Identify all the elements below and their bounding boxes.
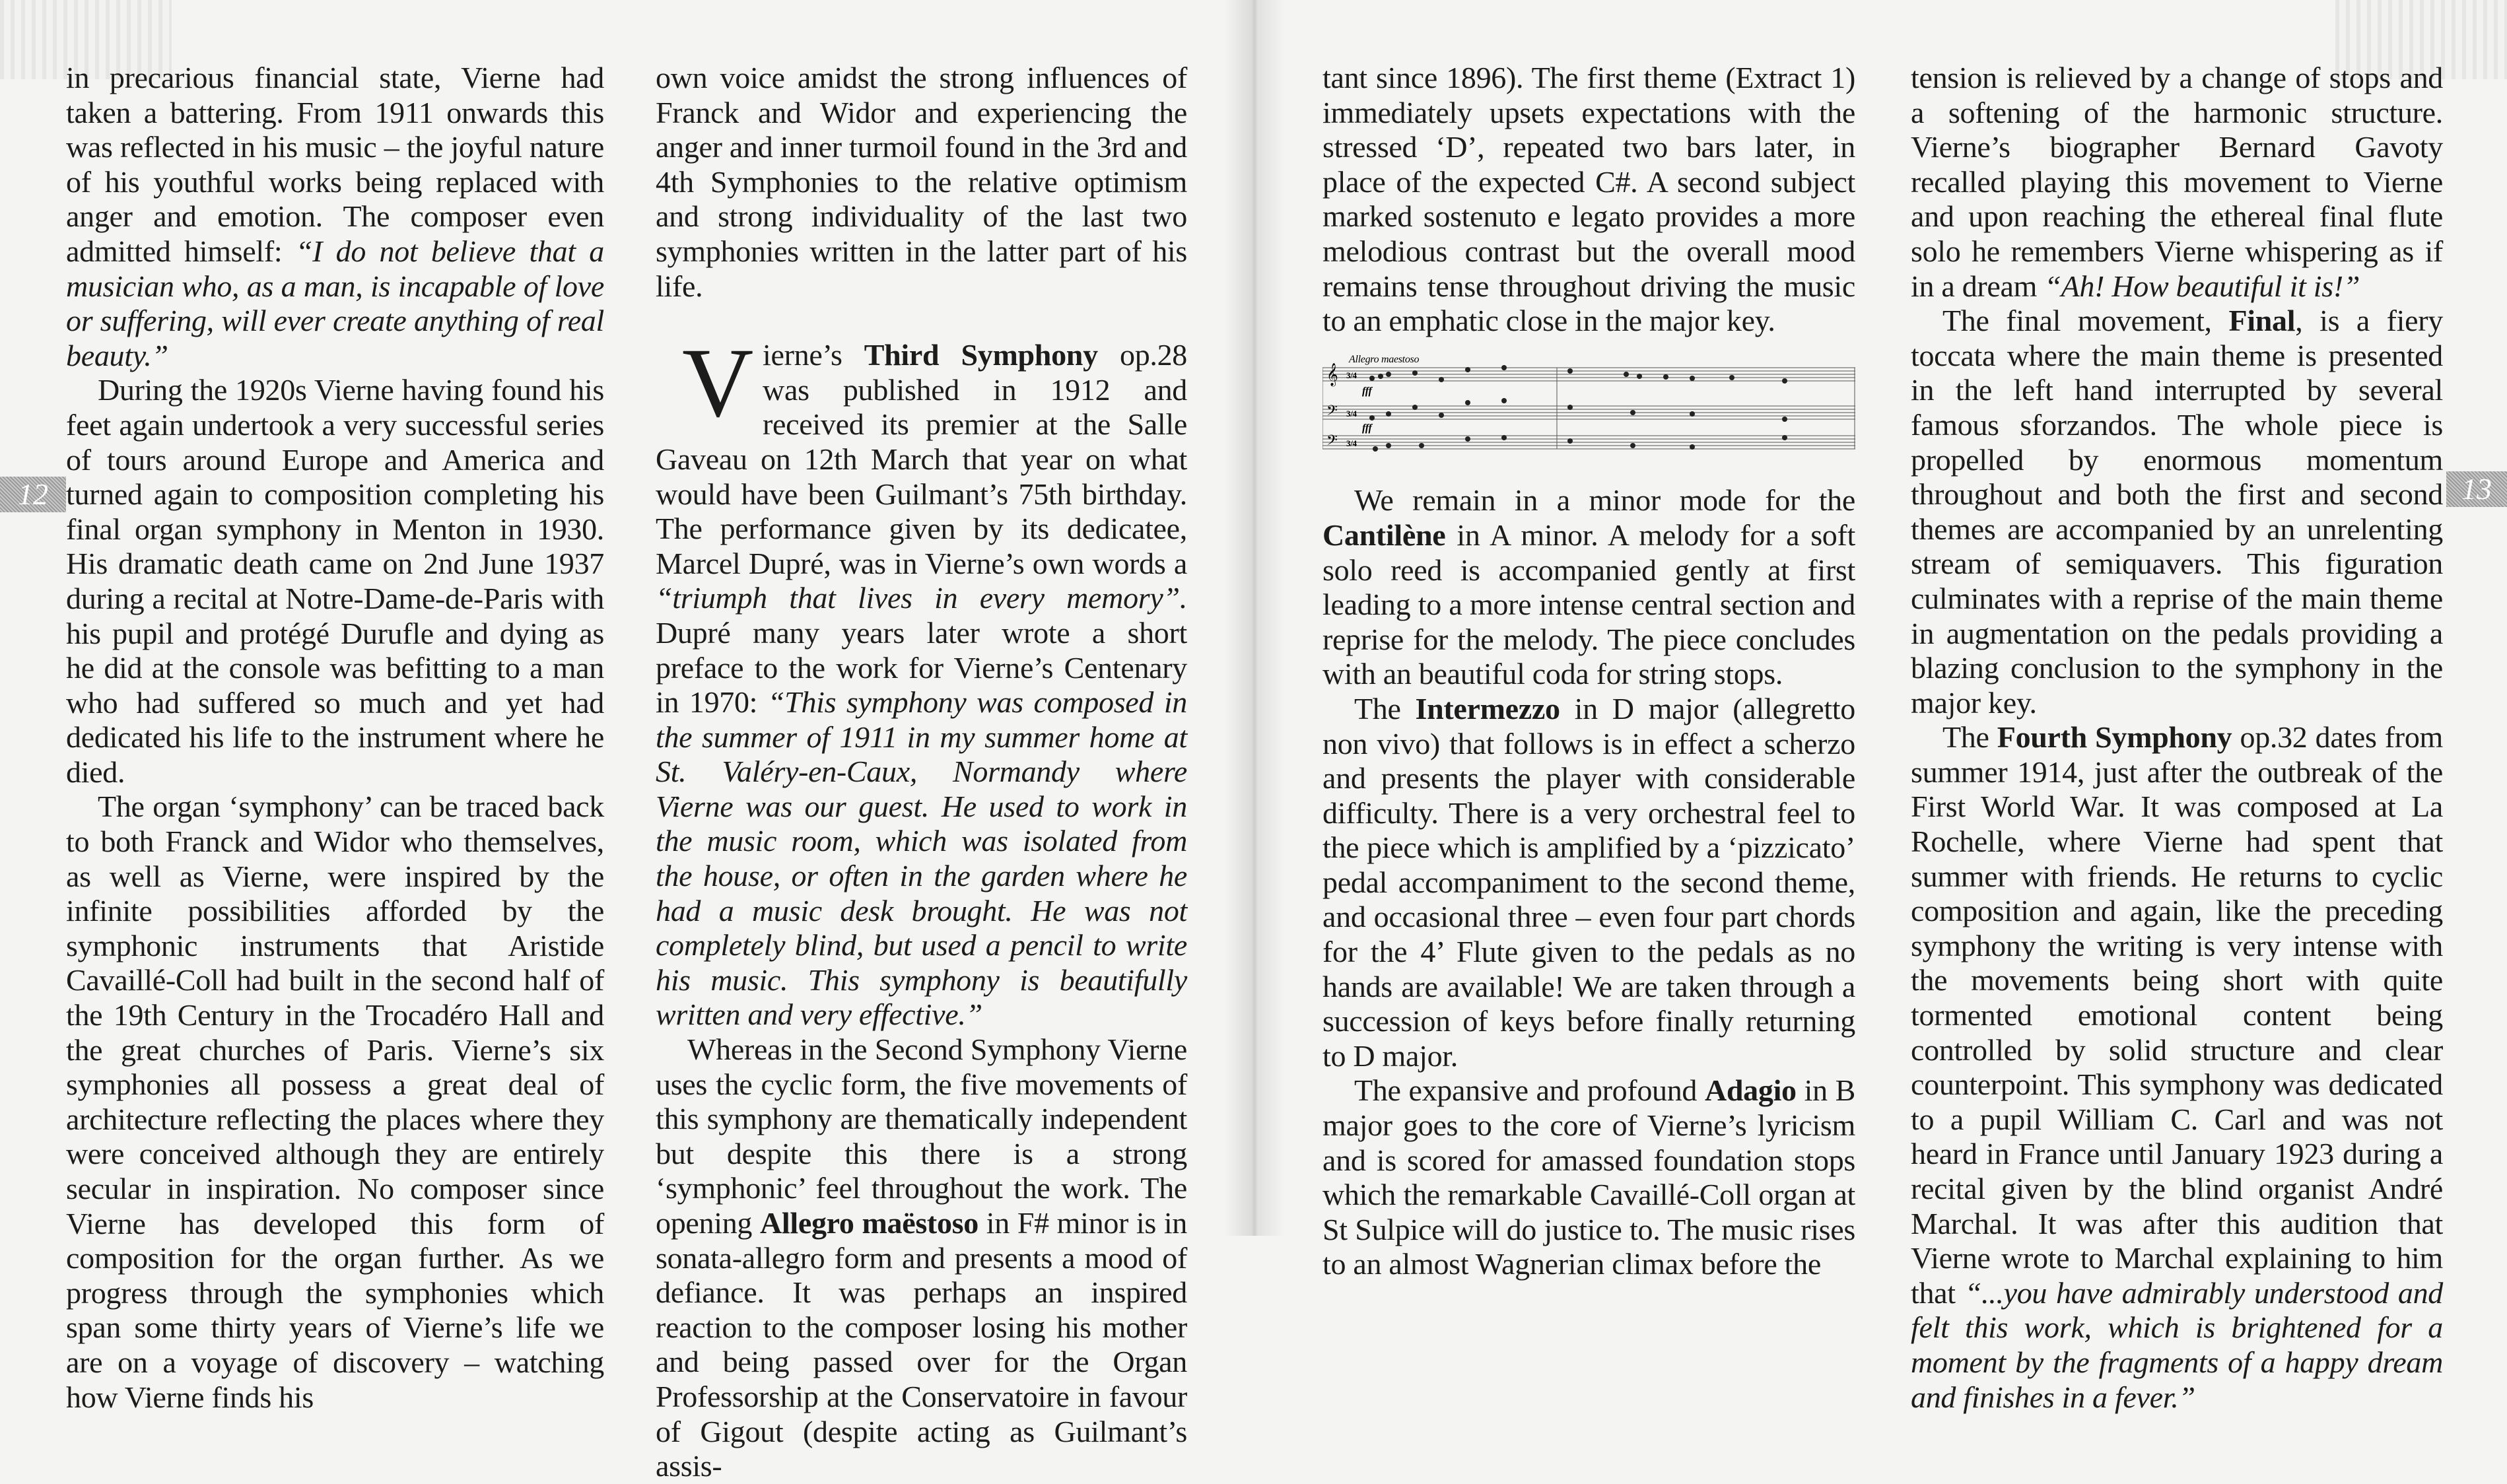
text-run: in precarious financial state, Vierne had taken a battering. From 1911 onwards this was reflected in his music – the joyful nature of his youthful works being replaced with anger and emotion. The composer even admitted himself: — [66, 61, 604, 268]
paragraph — [1911, 720, 2443, 1415]
text-run: The final movement, — [1942, 304, 2229, 338]
time-signature: 3/4 — [1346, 370, 1357, 380]
page-number-left: 12 — [0, 477, 66, 512]
paragraph — [66, 790, 604, 1415]
text-run: tension is relieved by a change of stops and a softening of the harmonic structure. Vierne’s biographer Bernard Gavoty recalled playing this movement to Vierne and upon reaching the ethereal final flute solo he remembers Vierne whispering as if in a dream — [1911, 61, 2443, 303]
bold-text: Cantilène — [1322, 518, 1446, 552]
paragraph — [1322, 692, 1855, 1074]
text-run: in A minor. A melody for a soft solo reed is accompanied gently at first leading to a more intense central section and reprise for the melody. The piece concludes with an beautiful coda for string stops. — [1322, 518, 1855, 691]
bass-clef-icon: 𝄢 — [1326, 402, 1338, 422]
bold-text: Fourth Symphony — [1997, 720, 2232, 755]
bold-text: Adagio — [1704, 1073, 1797, 1108]
text-run: During the 1920s Vierne having found his feet again undertook a very successful series of tours around Europe and America and turned again to composition completing his final organ symphony in Menton in 1930. His dramatic death came on 2nd June 1937 during a recital at Notre-Dame-de-Paris with his pupil and protégé Durufle and dying as he did at the console was befitting to a man who had suffered so much and yet had dedicated his life to the instrument where he died. — [66, 373, 604, 789]
text-run: , is a fiery toccata where the main theme is presented in the left hand interrupted by several famous sforzandos. The whole piece is propelled by enormous momentum throughout and both the first and second themes are accompanied by an unrelenting stream of semiquavers. This figuration culminates with a reprise of the main theme in augmentation on the pedals providing a blazing conclusion to the symphony in the major key. — [1911, 304, 2443, 720]
text-column-1 — [66, 61, 604, 1415]
text-run: The organ ‘symphony’ can be traced back to both Franck and Widor who themselves, as well as Vierne, were inspired by the infinite possibilities afforded by the symphonic instruments that Aristide Cavaillé-Coll had built in the second half of the 19th Century in the Trocadéro Hall and the great churches of Paris. Vierne’s six symphonies all possess a great deal of architecture reflecting the places where they were conceived although they are entirely secular in inspiration. No composer since Vierne has developed this form of composition for the organ further. As we progress through the symphonies which span some thirty years of Vierne’s life we are on a voyage of discovery – watching how Vierne finds his — [66, 790, 604, 1414]
italic-quote: “...you have admirably understood and felt this work, which is brightened for a moment by the fragments of a happy dream and finishes in a fever.” — [1911, 1275, 2443, 1414]
text-run: The — [1942, 720, 1997, 755]
bass-clef-icon: 𝄢 — [1326, 432, 1338, 452]
italic-quote: “triumph that lives in every memory”. — [656, 581, 1187, 615]
tempo-marking: Allegro maestoso — [1349, 353, 1420, 365]
text-run: op.28 was published in 1912 and received its premier at the Salle Gaveau on 12th March that year on what would have been Guilmant’s 75th birthday. The performance given by its dedicatee, Marcel Dupré, was in Vierne’s own words a — [656, 338, 1187, 580]
dynamic-marking: fff — [1362, 385, 1372, 397]
text-run: own voice amidst the strong influences of Franck and Widor and experiencing the anger and inner turmoil found in the 3rd and 4th Symphonies to the relative optimism and strong individuality of the last two symphonies written in the latter part of his life. — [656, 61, 1187, 303]
staves — [1322, 368, 1855, 449]
paragraph — [656, 61, 1187, 304]
time-signature: 3/4 — [1346, 408, 1357, 419]
italic-quote: “I do not believe that a musician who, as a man, is incapable of love or suffering, will ever create anything of real beauty.” — [66, 234, 604, 372]
text-column-2 — [656, 61, 1187, 1484]
text-column-3 — [1322, 61, 1855, 1282]
text-run: op.32 dates from summer 1914, just after the outbreak of the First World War. It was composed at La Rochelle, where Vierne had spent that summer with friends. He returns to cyclic composition and again, like the preceding symphony the writing is very intense with the movements being short with quite tormented emotional content being controlled by solid structure and clear counterpoint. This symphony was dedicated to a pupil William C. Carl and was not heard in France until January 1923 during a recital given by the blind organist André Marchal. It was after this audition that Vierne wrote to Marchal explaining to him that — [1911, 720, 2443, 1310]
dynamic-marking: fff — [1362, 422, 1372, 434]
text-column-4 — [1911, 61, 2443, 1415]
paragraph — [1911, 61, 2443, 304]
text-run: Whereas in the Second Symphony Vierne uses the cyclic form, the five movements of this symphony are thematically independent but despite this there is a strong ‘symphonic’ feel throughout the work. The opening — [656, 1032, 1187, 1240]
italic-quote: “Ah! How beautiful it is!” — [2044, 269, 2360, 303]
text-run: in B major goes to the core of Vierne’s lyricism and is scored for amassed foundation stops which the remarkable Cavaillé-Coll organ at St Sulpice will do justice to. The music rises to an almost Wagnerian climax before the — [1322, 1073, 1856, 1281]
treble-clef-icon: 𝄞 — [1326, 363, 1338, 386]
text-run: We remain in a minor mode for the — [1354, 483, 1855, 518]
text-run: ierne’s — [763, 338, 864, 372]
bold-text: Third Symphony — [864, 338, 1098, 372]
page-gutter — [1225, 0, 1284, 1236]
italic-quote: “This symphony was composed in the summer of 1911 in my summer home at St. Valéry-en-Caux, Normandy where Vierne was our guest. He used to work in the music room, which was isolated from the house, or often in the garden where he had a music desk brought. He was not completely blind, but used a pencil to write his music. This symphony is beautifully written and very effective.” — [656, 685, 1187, 1032]
text-run: The — [1354, 691, 1416, 725]
bold-text: Allegro maëstoso — [759, 1206, 979, 1240]
text-run: The expansive and profound — [1354, 1073, 1705, 1108]
paragraph — [66, 61, 604, 373]
paragraph — [1911, 304, 2443, 720]
paragraph — [1322, 61, 1855, 339]
paragraph — [1322, 1073, 1855, 1282]
text-run: tant since 1896). The first theme (Extract 1) immediately upsets expectations with the stressed ‘D’, repeated two bars later, in place of the expected C#. A second subject marked sostenuto e legato provides a more melodious contrast but the overall mood remains tense throughout driving the music to an emphatic close in the major key. — [1322, 61, 1855, 338]
notes — [1369, 365, 1787, 452]
text-run: Dupré many years later wrote a short preface to the work for Vierne’s Centenary in 1970: — [656, 615, 1187, 720]
paragraph — [656, 1032, 1187, 1484]
text-run: in D major (allegretto non vivo) that follows is in effect a scherzo and presents the player with considerable difficulty. There is a very orchestral feel to the piece which is amplified by a ‘pizzicato’ pedal accompaniment to the second theme, and occasional three – even four part chords for the 4’ Flute given to the pedals as no hands are available! We are taken through a succession of keys before finally returning to D major. — [1322, 691, 1855, 1073]
time-signature: 3/4 — [1346, 438, 1357, 448]
page-number-right: 13 — [2446, 471, 2507, 507]
paragraph — [1322, 483, 1855, 692]
bold-text: Final — [2228, 304, 2296, 338]
paragraph — [656, 328, 1187, 1032]
paragraph — [66, 373, 604, 790]
music-extract — [1322, 353, 1855, 452]
drop-cap: V — [682, 328, 754, 438]
text-run: in F# minor is in sonata-allegro form and presents a mood of defiance. It was perhaps an inspired reaction to the composer losing his mother and being passed over for the Organ Professorship at the Conservatoire in favour of Gigout (despite acting as Guilmant’s assis- — [656, 1206, 1187, 1483]
bold-text: Intermezzo — [1415, 691, 1560, 725]
